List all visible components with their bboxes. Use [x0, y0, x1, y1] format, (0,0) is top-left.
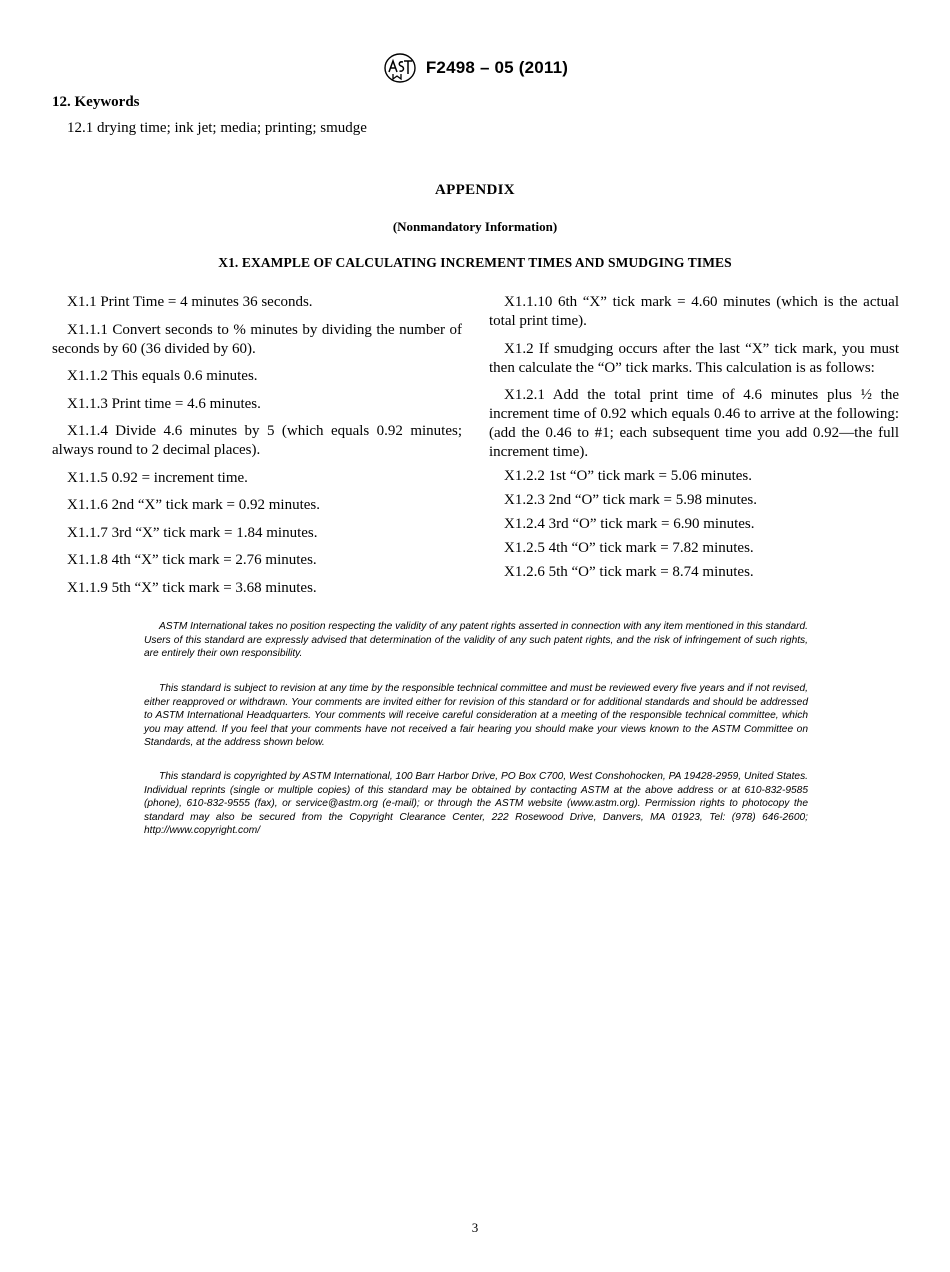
page-number: 3	[471, 1220, 479, 1235]
revision-notice-text: This standard is subject to revision at any time by the responsible technical committee and must be reviewed every five years and if not revised, either reapproved or withdrawn. Your comments are invited either for revision of this standard or for additional standards and should be addressed to ASTM International Headquarters. Your comments will receive careful consideration at a meeting of the responsible technical committee, which you may attend. If you feel that your comments have not received a fair hearing you should make your views known to the ASTM Committee on Standards, at the address shown below.	[144, 683, 808, 749]
copyright-notice-text: This standard is copyrighted by ASTM International, 100 Barr Harbor Drive, PO Box C700, West Conshohocken, PA 19428-2959, United States. Individual reprints (single or multiple copies) of this standard may be obtained by contacting ASTM at the above address or at 610-832-9585 (phone), 610-832-9555 (fax), or service@astm.org (e-mail); or through the ASTM website (www.astm.org). Permission rights to photocopy the standard may also be secured from the Copyright Clearance Center, 222 Rosewood Drive, Danvers, MA 01923, Tel: (978) 646-2600; http://www.copyright.com/	[144, 771, 808, 837]
left-column	[52, 293, 462, 606]
paragraph-x1-2-6: X1.2.6 5th “O” tick mark = 8.74 minutes.	[504, 564, 754, 580]
page-header	[0, 52, 950, 89]
section-x1-title: X1. EXAMPLE OF CALCULATING INCREMENT TIMES AND SMUDGING TIMES	[218, 255, 732, 270]
patent-notice	[144, 620, 808, 661]
keywords-text: 12.1 drying time; ink jet; media; printing; smudge	[67, 120, 367, 136]
appendix-title: APPENDIX	[435, 182, 515, 198]
paragraph-x1-1-1: X1.1.1 Convert seconds to % minutes by dividing the number of seconds by 60 (36 divided by 60).	[52, 321, 462, 357]
paragraph-x1-2-5: X1.2.5 4th “O” tick mark = 7.82 minutes.	[504, 540, 754, 556]
paragraph-x1-2-2: X1.2.2 1st “O” tick mark = 5.06 minutes.	[504, 468, 753, 484]
standard-designation: F2498 – 05 (2011)	[425, 58, 569, 77]
paragraph-x1-1-3: X1.1.3 Print time = 4.6 minutes.	[67, 395, 261, 412]
paragraph-x1-2: X1.2 If smudging occurs after the last “X” tick mark, you must then calculate the “O” tick marks. This calculation is as follows:	[489, 340, 899, 376]
paragraph-x1-1-6: X1.1.6 2nd “X” tick mark = 0.92 minutes.	[67, 497, 321, 513]
paragraph-x1-1-4: X1.1.4 Divide 4.6 minutes by 5 (which equals 0.92 minutes; always round to 2 decimal places).	[52, 423, 462, 458]
paragraph-x1-1-5: X1.1.5 0.92 = increment time.	[67, 469, 248, 486]
paragraph-x1-2-1: X1.2.1 Add the total print time of 4.6 minutes plus ½ the increment time of 0.92 which equals 0.46 to arrive at the following: (add the 0.46 to #1; each subsequent time you add 0.92—the full increment time).	[489, 387, 899, 460]
copyright-notice	[144, 770, 808, 838]
paragraph-x1-1-7: X1.1.7 3rd “X” tick mark = 1.84 minutes.	[67, 524, 318, 541]
paragraph-x1-1-8: X1.1.8 4th “X” tick mark = 2.76 minutes.	[67, 552, 317, 568]
paragraph-x1-1-9: X1.1.9 5th “X” tick mark = 3.68 minutes.	[67, 579, 317, 596]
keywords-heading: 12. Keywords	[52, 94, 140, 110]
revision-notice	[144, 682, 808, 750]
patent-notice-text: ASTM International takes no position respecting the validity of any patent rights asserted in connection with any item mentioned in this standard. Users of this standard are expressly advised that determination of the validity of any such patent rights, and the risk of infringement of such rights, are entirely their own responsibility.	[144, 621, 808, 660]
astm-logo-icon	[382, 52, 418, 84]
right-column	[489, 293, 899, 587]
paragraph-x1-2-4: X1.2.4 3rd “O” tick mark = 6.90 minutes.	[504, 516, 755, 532]
paragraph-x1-1: X1.1 Print Time = 4 minutes 36 seconds.	[67, 294, 313, 310]
paragraph-x1-1-10: X1.1.10 6th “X” tick mark = 4.60 minutes (which is the actual total print time).	[489, 294, 899, 329]
appendix-subtitle: (Nonmandatory Information)	[392, 219, 558, 234]
paragraph-x1-2-3: X1.2.3 2nd “O” tick mark = 5.98 minutes.	[504, 492, 758, 508]
paragraph-x1-1-2: X1.1.2 This equals 0.6 minutes.	[67, 368, 258, 384]
